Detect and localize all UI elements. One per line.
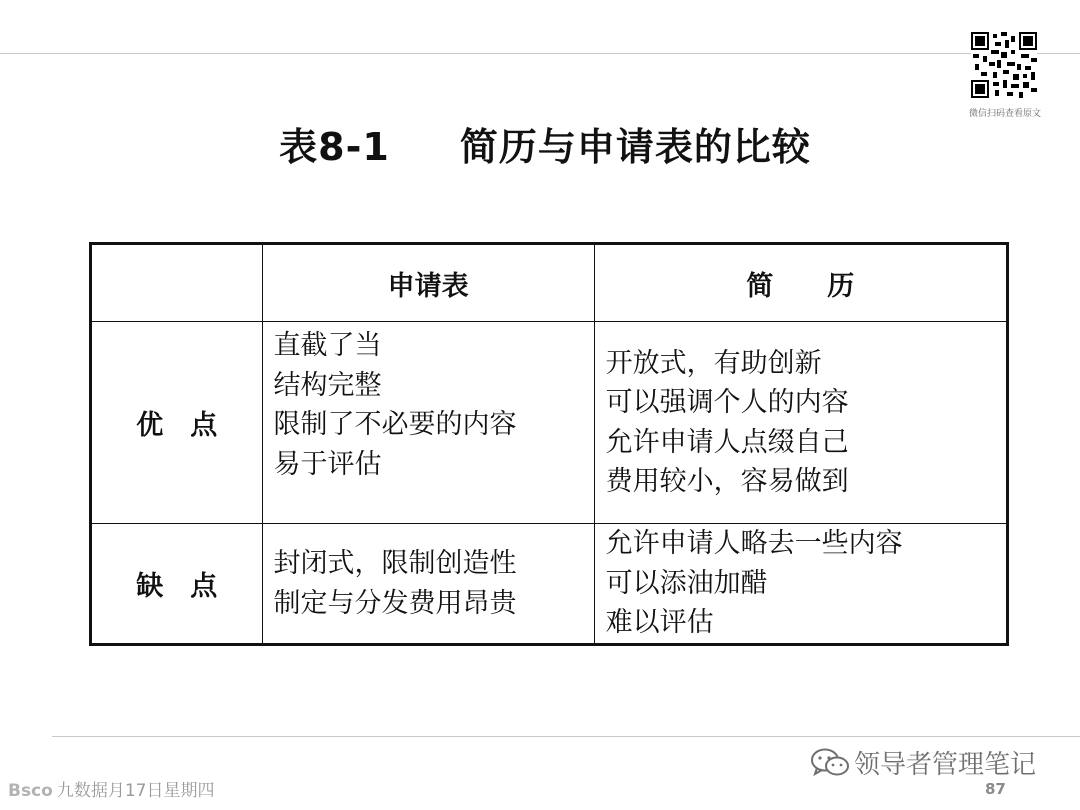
- qr-caption: 微信扫码查看原文: [968, 109, 1041, 119]
- list-item: 可以添油加醋: [605, 567, 768, 599]
- table-header-row: [91, 244, 1008, 322]
- header-corner: [91, 244, 263, 322]
- page-title: [0, 116, 1080, 171]
- list-item: 允许申请人点缀自己: [605, 426, 849, 458]
- watermark: [810, 744, 1036, 781]
- footer-date: 九数据月17日星期四: [56, 781, 215, 801]
- disadvantages-resume: [594, 524, 1007, 645]
- list-item: 限制了不必要的内容: [273, 409, 517, 441]
- disadvantages-application: [262, 524, 594, 645]
- watermark-text: 领导者管理笔记: [854, 750, 1037, 780]
- list-item: 易于评估: [273, 448, 382, 480]
- list-item: 开放式，有助创新: [605, 347, 822, 379]
- qr-code: [971, 32, 1037, 98]
- table-row-disadvantages: [91, 524, 1008, 645]
- header-resume: 简 历: [594, 244, 1007, 322]
- page-number: 87: [985, 780, 1006, 798]
- footer-left: [8, 776, 214, 801]
- table-title: 简历与申请表的比较: [459, 125, 811, 169]
- list-item: 制定与分发费用昂贵: [273, 587, 517, 619]
- table-row-advantages: [91, 322, 1008, 524]
- row-label-advantages: 优 点: [91, 322, 263, 524]
- header-application: 申请表: [262, 244, 594, 322]
- list-item: 可以强调个人的内容: [605, 387, 849, 419]
- wechat-icon: [810, 747, 850, 779]
- footer-logo: Bsco: [8, 781, 53, 801]
- advantages-resume: [594, 322, 1007, 524]
- row-label-disadvantages: 缺 点: [91, 524, 263, 645]
- advantages-application: [262, 322, 594, 524]
- comparison-table: [89, 242, 1009, 646]
- footer-divider: [52, 736, 1080, 737]
- list-item: 直截了当: [273, 330, 382, 362]
- list-item: 结构完整: [273, 369, 382, 401]
- list-item: 费用较小，容易做到: [605, 466, 849, 498]
- table-number: 表8-1: [279, 125, 390, 169]
- list-item: 封闭式，限制创造性: [273, 548, 517, 580]
- list-item: 难以评估: [605, 607, 714, 639]
- list-item: 允许申请人略去一些内容: [605, 528, 903, 560]
- header-divider: [0, 53, 1080, 54]
